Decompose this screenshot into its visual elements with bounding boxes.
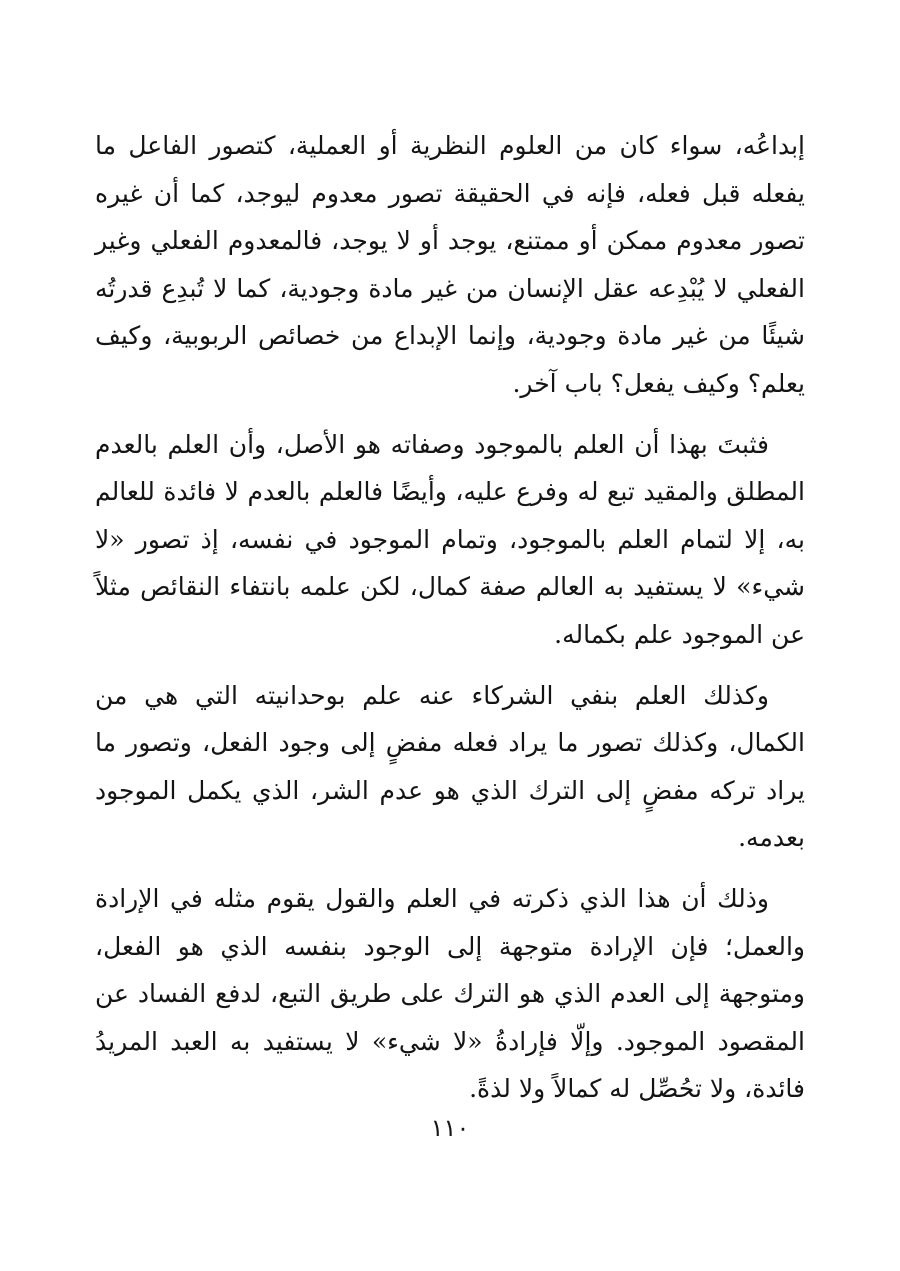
page-body (95, 122, 805, 1126)
paragraph-3: وكذلك العلم بنفي الشركاء عنه علم بوحدانيته التي هي من الكمال، وكذلك تصور ما يراد فعله مفضٍ إلى وجود الفعل، وتصور ما يراد تركه مفضٍ إلى الترك الذي هو عدم الشر، الذي يكمل الموجود بعدمه. (95, 680, 805, 853)
paragraph-2: فثبتَ بهذا أن العلم بالموجود وصفاته هو الأصل، وأن العلم بالعدم المطلق والمقيد تبع له وفرع عليه، وأيضًا فالعلم بالعدم لا فائدة للعالم به، إلا لتمام العلم بالموجود، وتمام الموجود في نفسه، إذ تصور «لا شيء» لا يستفيد به العالم صفة كمال، لكن علمه بانتفاء النقائص مثلاً عن الموجود علم بكماله. (95, 429, 805, 649)
page-number: ١١٠ (430, 1114, 470, 1142)
paragraph-1: إبداعُه، سواء كان من العلوم النظرية أو العملية، كتصور الفاعل ما يفعله قبل فعله، فإنه في الحقيقة تصور معدوم ليوجد، كما أن غيره تصور معدوم ممكن أو ممتنع، يوجد أو لا يوجد، فالمعدوم الفعلي وغير الفعلي لا يُبْدِعه عقل الإنسان من غير مادة وجودية، كما لا تُبدِع قدرتُه شيئًا من غير مادة وجودية، وإنما الإبداع من خصائص الربوبية، وكيف يعلم؟ وكيف يفعل؟ باب آخر. (95, 131, 805, 398)
paragraph-4: وذلك أن هذا الذي ذكرته في العلم والقول يقوم مثله في الإرادة والعمل؛ فإن الإرادة متوجهة إلى الوجود بنفسه الذي هو الفعل، ومتوجهة إلى العدم الذي هو الترك على طريق التبع، لدفع الفساد عن المقصود الموجود. وإلّا فإرادةُ «لا شيء» لا يستفيد به العبد المريدُ فائدة، ولا تحُصِّل له كمالاً ولا لذةً. (95, 883, 805, 1104)
